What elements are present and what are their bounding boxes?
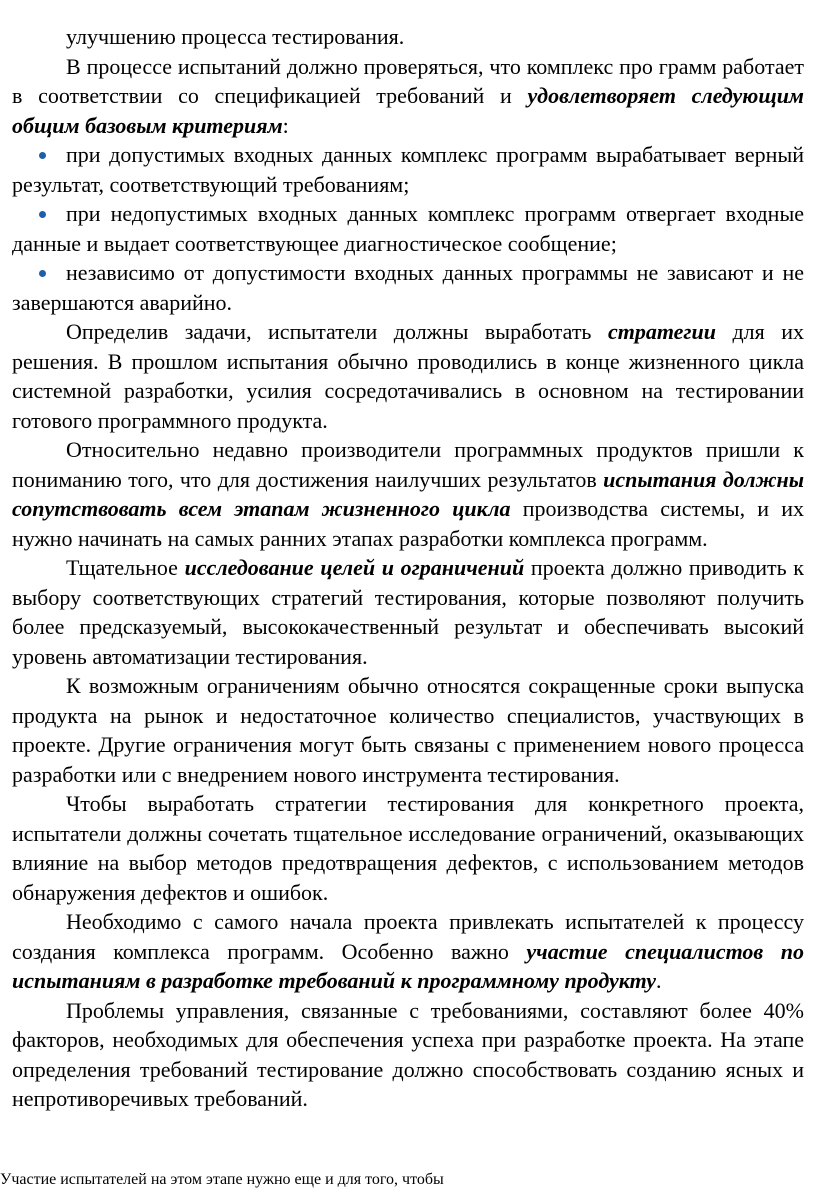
paragraph-text: Проблемы управления, связанные с требованиями, составляют более 40% факторов, необходимых для обеспечения успеха при разработке проекта. На этапе определения требований тестирование должно способствовать созданию ясных и непротиворечивых требований. [12,997,804,1111]
paragraph-text: улучшению процесса тестирования. [66,24,405,49]
paragraph-strategy-combination [12,789,804,907]
list-item-text: при недопустимых входных данных комплекс программ отвергает входные данные и выдает соответствующее диагностическое сообщение; [12,201,804,256]
emphasis-text: исследование целей и ограничений [184,555,525,580]
paragraph-text: : [282,112,289,138]
paragraph-text: Необходимо с самого начала проекта привлекать испытателей к процессу создания комплекса программ. Особенно важно [12,909,804,964]
paragraph-criteria-intro [12,52,804,141]
paragraph-early-involvement [12,907,804,996]
criteria-list-item [12,140,804,199]
cut-off-footer-text [0,1170,444,1190]
paragraph-text: К возможным ограничениям обычно относятся сокращенные сроки выпуска продукта на рынок и недостаточное количество специалистов, участвующих в проекте. Другие ограничения могут быть связаны с применением нового процесса разработки или с внедрением нового инструмента тестирования. [12,673,804,787]
paragraph-text: проекта должно приводить к выбору соответствующих стратегий тестирования, которые позволяют получить более предсказуемый, высококачественный результат и обеспечивать высокий уровень автоматизации тестирования. [12,555,804,669]
list-item-text: при допустимых входных данных комплекс программ вырабатывает верный результат, соответствующий требованиям; [12,142,804,197]
document-body [12,22,804,1114]
criteria-list-item [12,199,804,258]
criteria-list [12,140,804,317]
paragraph-lifecycle [12,435,804,553]
paragraph-text: Тщательное [66,555,185,580]
paragraph-text: . [655,968,662,993]
paragraph-text: Чтобы выработать стратегии тестирования для конкретного проекта, испытатели должны сочетать тщательное исследование ограничений, оказывающих влияние на выбор методов предотвращения дефектов, с использованием методов обнаружения дефектов и ошибок. [12,791,804,905]
emphasis-text: удовлетворяет следующим общим базовым критериям [12,83,804,138]
criteria-list-item [12,258,804,317]
emphasis-text: испытания должны сопутствовать всем этапам жизненного цикла [12,466,804,521]
list-item-text: независимо от допустимости входных данных программы не зависают и не завершаются аварийно. [12,260,804,315]
paragraph-goals [12,553,804,671]
paragraph-requirements-problems [12,996,804,1114]
paragraph-continuation [12,22,804,52]
paragraph-text: производства системы, и их нужно начинать на самых ранних этапах разработки комплекса программ. [12,496,804,551]
paragraph-text: В процессе испытаний должно проверяться, что комплекс про грамм работает в соответствии со спецификацией требований и [12,53,804,108]
paragraph-text: Относительно недавно производители программных продуктов пришли к пониманию того, что для достижения наилучших результатов [12,437,804,492]
paragraph-constraints [12,671,804,789]
emphasis-text: стратегии [607,319,716,344]
emphasis-text: участие специалистов по испытаниям в разработке требований к программному продукту [12,938,804,993]
paragraph-strategies [12,317,804,435]
footer-text: Участие испытателей на этом этапе нужно еще и для того, чтобы [0,1171,444,1188]
paragraph-text: Определив задачи, испытатели должны выработать [66,319,608,344]
paragraph-text: для их решения. В прошлом испытания обычно проводились в конце жизненного цикла системной разработки, усилия сосредотачивались в основном на тестировании готового программного продукта. [12,319,804,433]
